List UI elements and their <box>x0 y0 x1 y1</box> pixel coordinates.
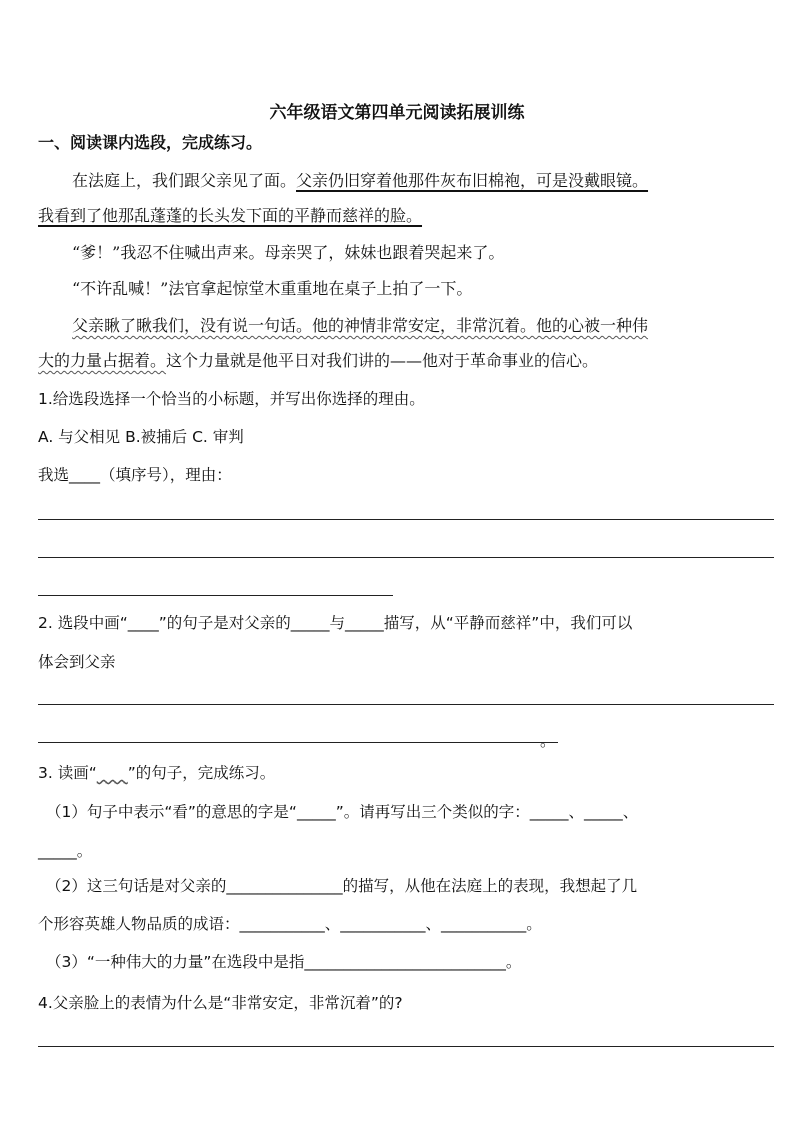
answer-line[interactable] <box>38 742 558 743</box>
passage-paragraph-1-cont <box>38 205 422 227</box>
wavy-underlined-sentence: 父亲瞅了瞅我们，没有说一句话。他的神情非常安定，非常沉着。他的心被一种伟 <box>72 316 649 335</box>
answer-line[interactable] <box>38 1046 774 1047</box>
question-3-stem-post: ”的句子，完成练习。 <box>127 764 276 782</box>
question-3-sub-2[interactable]: （2）这三句话是对父亲的_______________的描写，从他在法庭上的表现，我想起了几 <box>46 877 638 895</box>
passage-text: 这个力量就是他平日对我们讲的——他对于革命事业的信心。 <box>166 351 599 370</box>
passage-paragraph-4-cont <box>38 350 598 372</box>
answer-line[interactable] <box>38 519 774 520</box>
answer-line[interactable] <box>38 595 393 596</box>
question-2-stem-cont: 体会到父亲 <box>38 653 116 671</box>
wavy-underlined-sentence: 大的力量占据着。 <box>38 351 167 370</box>
answer-line[interactable] <box>38 557 774 558</box>
question-1-answer-prompt[interactable]: 我选____（填序号），理由： <box>38 466 232 484</box>
passage-paragraph-4 <box>72 315 648 337</box>
section-heading: 一、阅读课内选段，完成练习。 <box>38 133 263 152</box>
question-1-stem: 1.给选段选择一个恰当的小标题，并写出你选择的理由。 <box>38 390 425 408</box>
page-title: 六年级语文第四单元阅读拓展训练 <box>269 103 525 123</box>
question-3-sub-2-cont[interactable]: 个形容英雄人物品质的成语：___________、___________、___________。 <box>38 915 542 933</box>
question-4-stem: 4.父亲脸上的表情为什么是“非常安定，非常沉着”的? <box>38 994 403 1012</box>
question-1-options: A. 与父相见 B.被捕后 C. 审判 <box>38 428 244 446</box>
passage-paragraph-3: “不许乱喊！”法官拿起惊堂木重重地在桌子上拍了一下。 <box>72 279 473 298</box>
passage-paragraph-1 <box>72 170 648 192</box>
question-3-sub-1-cont[interactable]: _____。 <box>38 842 93 860</box>
wavy-sample-mark <box>97 764 128 782</box>
question-3-sub-1[interactable]: （1）句子中表示“看”的意思的字是“_____”。请再写出三个类似的字：_____、_____、 <box>46 803 639 821</box>
question-3-sub-3[interactable]: （3）“一种伟大的力量”在选段中是指__________________________。 <box>46 953 522 971</box>
question-3-stem-pre: 3. 读画“ <box>38 764 97 782</box>
underlined-sentence: 父亲仍旧穿着他那件灰布旧棉袍，可是没戴眼镜。 <box>296 171 649 190</box>
question-2-stem: 2. 选段中画“____”的句子是对父亲的_____与_____描写，从“平静而慈祥”中，我们可以 <box>38 614 633 632</box>
passage-text: 在法庭上，我们跟父亲见了面。 <box>72 171 297 190</box>
end-mark: 。 <box>540 732 556 750</box>
passage-paragraph-2: “爹！”我忍不住喊出声来。母亲哭了，妹妹也跟着哭起来了。 <box>72 243 505 262</box>
answer-line[interactable] <box>38 704 774 705</box>
question-3-stem <box>38 762 275 784</box>
underlined-sentence: 我看到了他那乱蓬蓬的长头发下面的平静而慈祥的脸。 <box>38 206 423 225</box>
